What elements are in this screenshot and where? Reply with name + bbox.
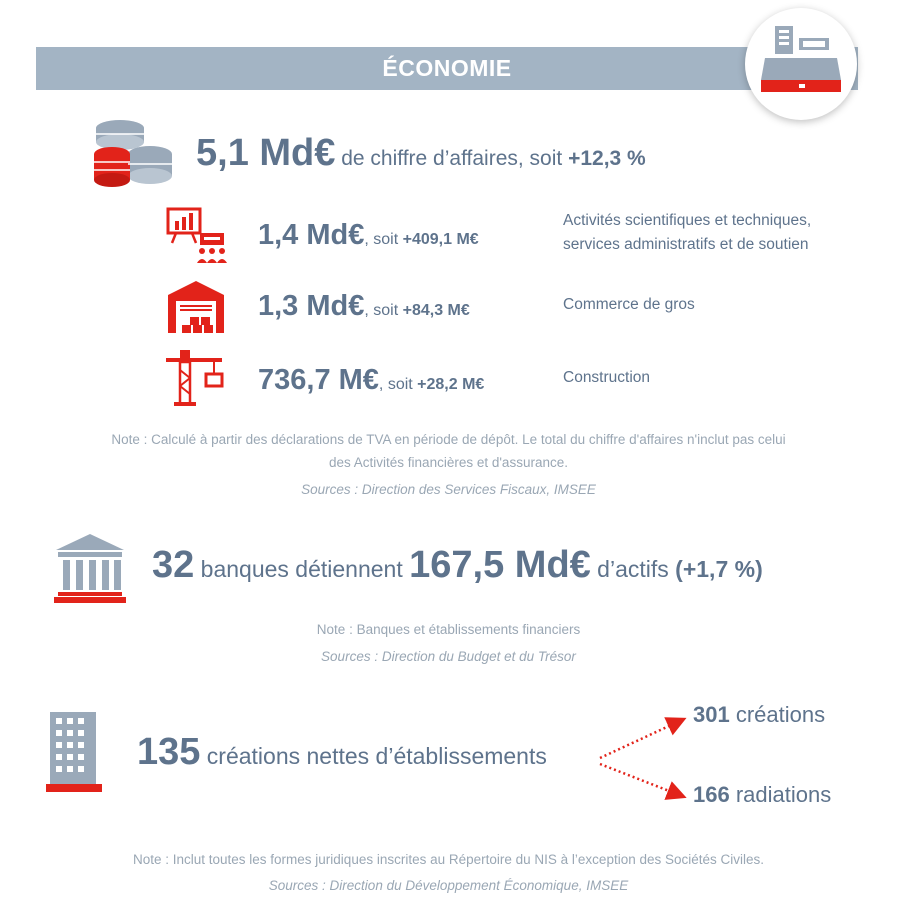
page-title: ÉCONOMIE	[382, 55, 512, 81]
sector-2-change: +84,3 M€	[402, 302, 470, 319]
crane-icon	[166, 350, 228, 408]
establishments-radiations	[693, 782, 831, 808]
creations-value: 301	[693, 702, 730, 727]
banks-assets: 167,5 Md€	[409, 544, 591, 586]
sector-1-label	[563, 209, 811, 257]
bank-icon	[54, 534, 126, 604]
sector-1-change: +409,1 M€	[402, 231, 479, 248]
establishments-net-text: créations nettes d’établissements	[200, 743, 547, 769]
sector-1-soit: , soit	[364, 231, 403, 248]
cash-register-icon	[745, 8, 857, 120]
header-icon-circle	[745, 8, 857, 120]
sector-2-label	[563, 293, 695, 317]
sector-2-label-line1: Commerce de gros	[563, 296, 695, 313]
turnover-source: Sources : Direction des Services Fiscaux, IMSEE	[301, 482, 596, 497]
creations-text: créations	[729, 702, 826, 727]
banks-source: Sources : Direction du Budget et du Trésor	[321, 649, 576, 664]
banks-text1: banques détiennent	[194, 556, 410, 582]
sector-2-soit: , soit	[364, 302, 403, 319]
establishments-creations	[693, 702, 825, 728]
establishments-source: Sources : Direction du Développement Économique, IMSEE	[268, 878, 629, 893]
sector-3-label-line1: Construction	[563, 369, 651, 386]
turnover-note	[0, 428, 897, 474]
sector-3-label	[563, 366, 650, 390]
sector-2-figure	[258, 290, 470, 323]
building-icon	[46, 712, 102, 792]
sector-3-soit: , soit	[378, 376, 418, 393]
banks-note: Note : Banques et établissements financiers	[316, 622, 581, 637]
radiations-value: 166	[693, 782, 730, 807]
turnover-note-line2: des Activités financières et d'assurance.	[329, 455, 568, 470]
warehouse-icon	[168, 281, 224, 333]
banks-change: (+1,7 %)	[675, 556, 763, 582]
split-arrows	[596, 708, 696, 804]
banks-text2: d’actifs	[590, 556, 676, 582]
sector-1-label-line2: services administratifs et de soutien	[563, 236, 809, 253]
establishments-note: Note : Inclut toutes les formes juridiques inscrites au Répertoire du NIS à l’exception des Sociétés Civiles.	[132, 852, 765, 867]
coins-icon	[92, 118, 176, 190]
radiations-text: radiations	[729, 782, 832, 807]
sector-1-label-line1: Activités scientifiques et techniques,	[563, 212, 812, 229]
sector-3-change: +28,2 M€	[417, 376, 485, 393]
turnover-total	[196, 132, 646, 175]
sector-3-value: 736,7 M€	[258, 364, 379, 396]
sector-2-value: 1,3 Md€	[258, 290, 365, 322]
establishments-net-value: 135	[137, 731, 201, 773]
turnover-note-line1: Note : Calculé à partir des déclarations de TVA en période de dépôt. Le total du chiffre d'affaires n'inclut pas celui	[111, 432, 786, 447]
sector-1-value: 1,4 Md€	[258, 219, 365, 251]
turnover-total-value: 5,1 Md€	[196, 132, 336, 174]
banks-statement	[152, 544, 763, 587]
banks-count: 32	[152, 544, 195, 586]
presentation-icon	[166, 207, 228, 265]
establishments-net	[137, 731, 547, 774]
sector-3-figure	[258, 364, 484, 397]
turnover-total-text: de chiffre d’affaires, soit	[335, 147, 569, 170]
turnover-total-change: +12,3 %	[568, 147, 646, 170]
sector-1-figure	[258, 219, 479, 252]
